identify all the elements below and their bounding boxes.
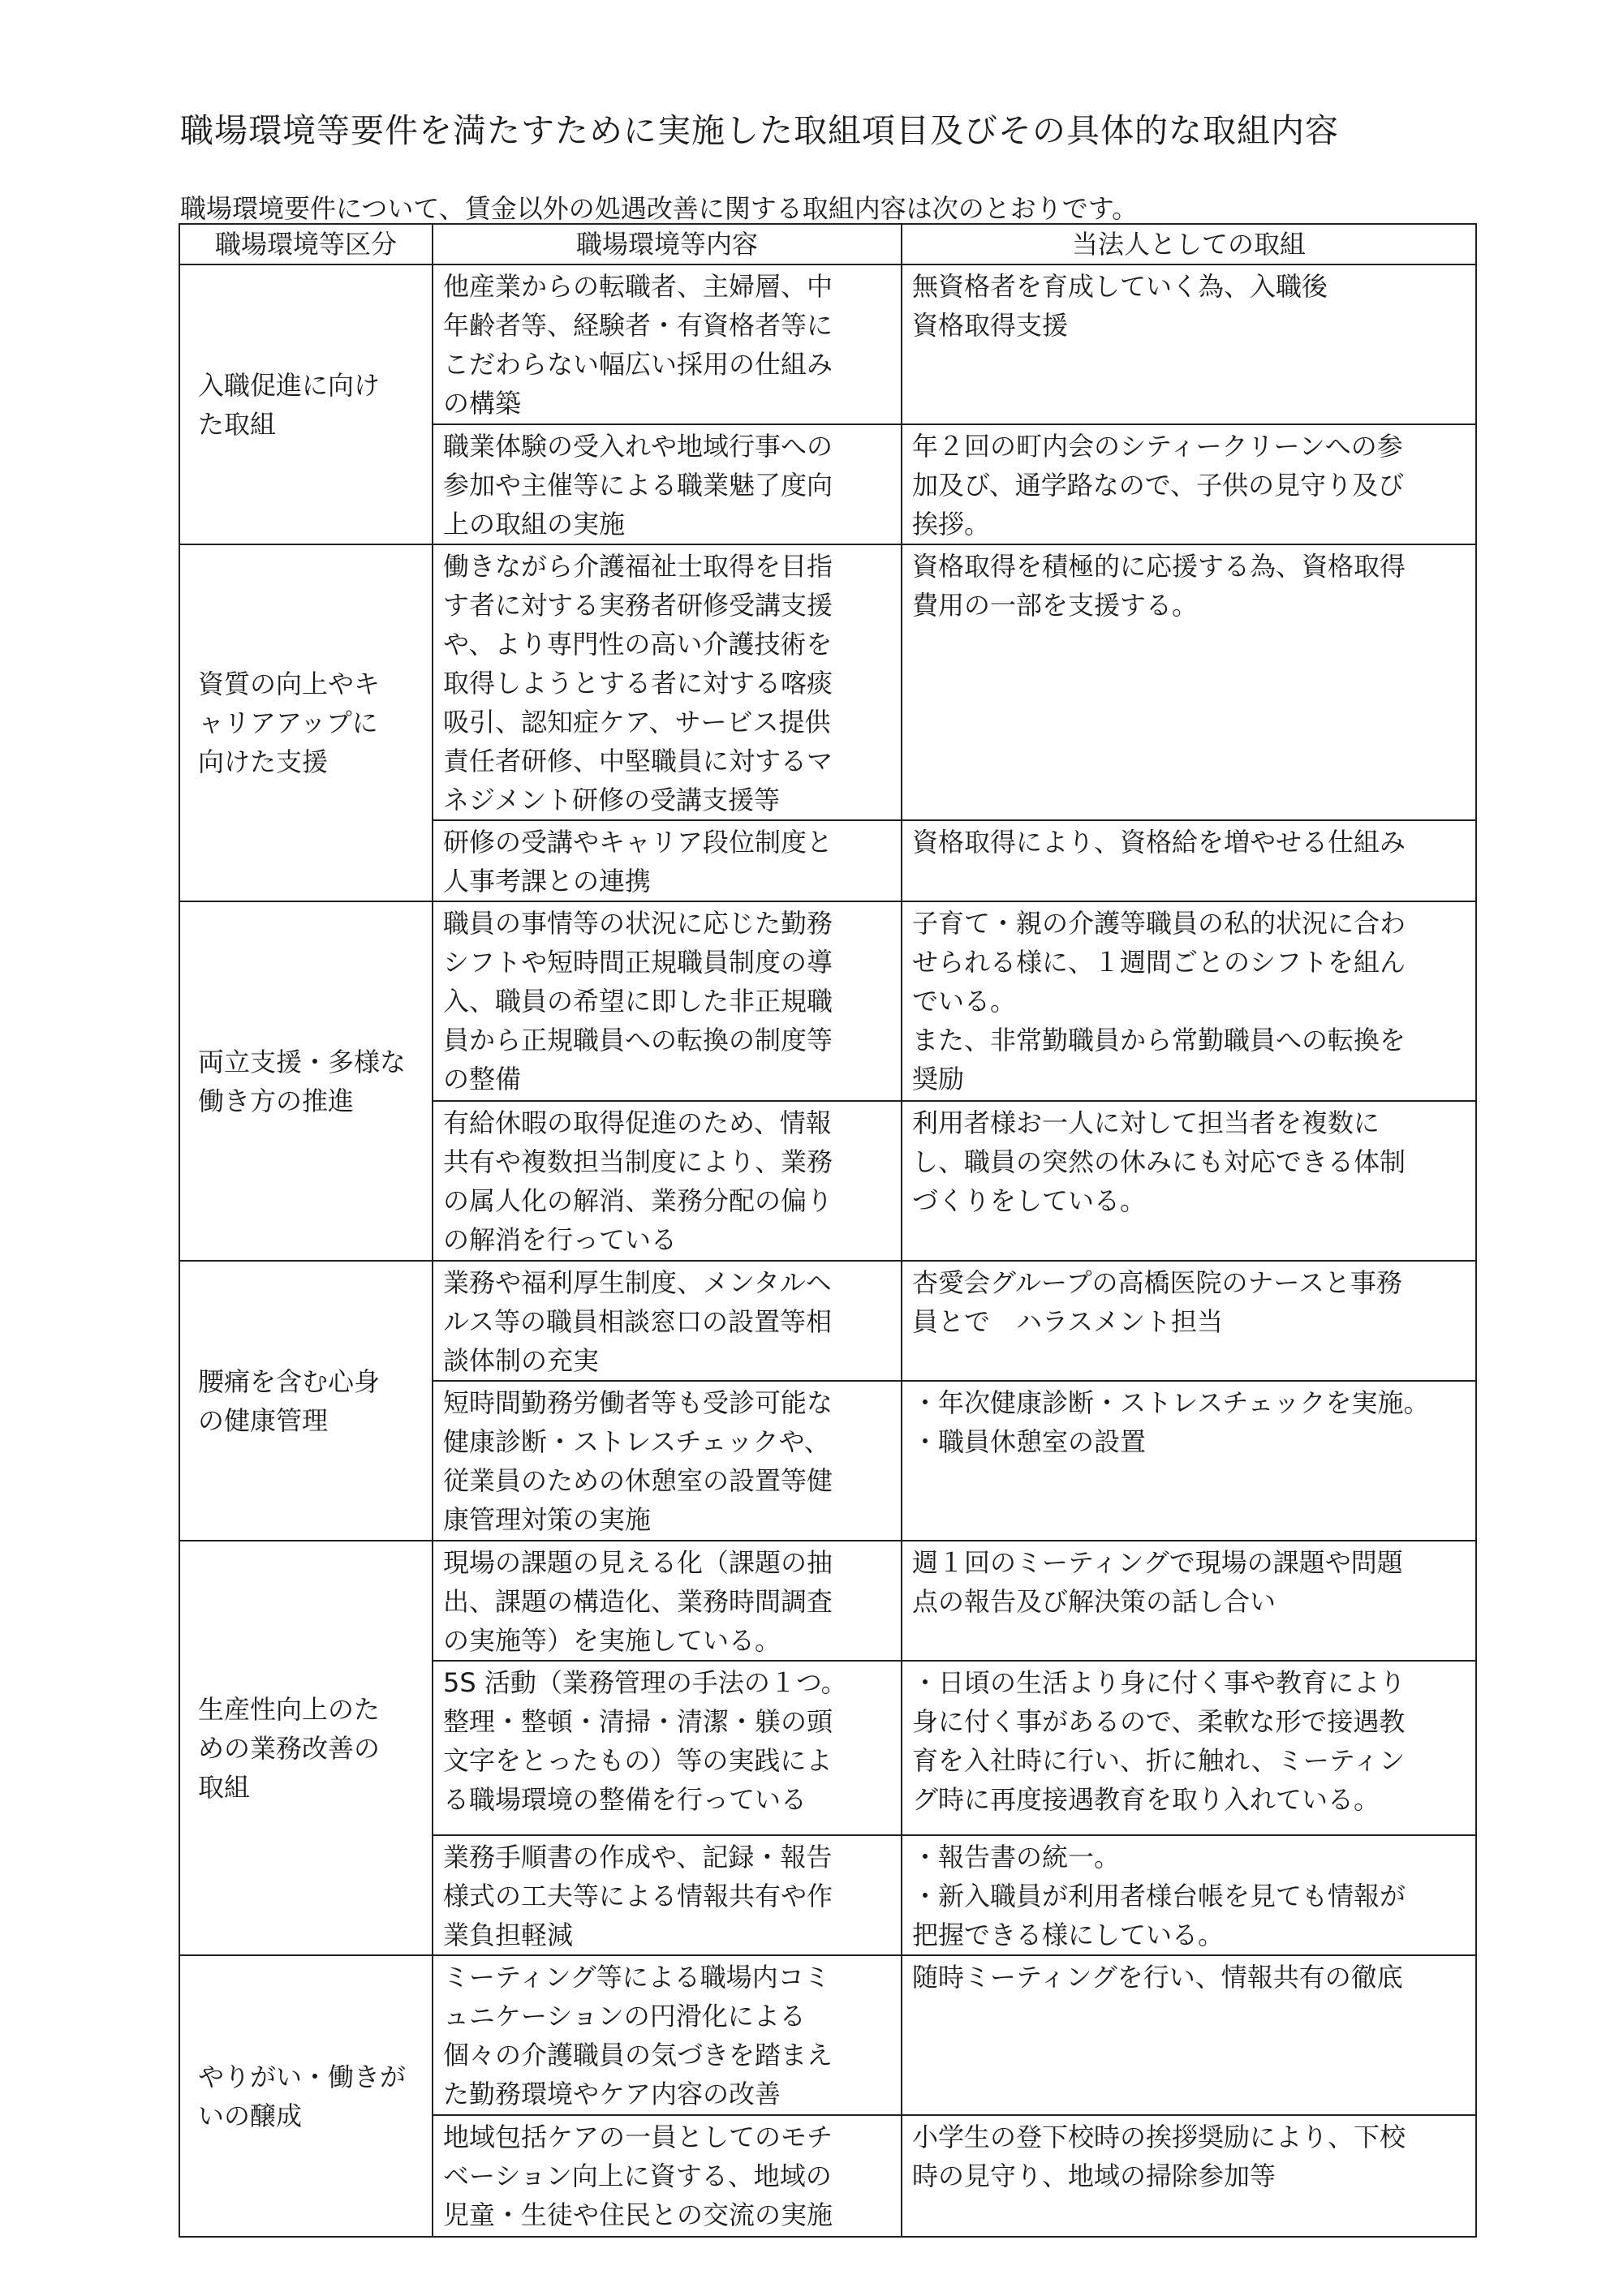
category-label: 両立支援・多様な 働き方の推進 [198, 1046, 407, 1116]
action-cell: ・日頃の生活より身に付く事や教育により 身に付く事があるので、柔軟な形で接遇教 育を入社時に行い、折に触れ、ミーティン グ時に再度接遇教育を取り入れている。 [902, 1661, 1476, 1835]
category-cell [179, 1541, 433, 1955]
action-cell: 小学生の登下校時の挨拶奨励により、下校 時の見守り、地域の掃除参加等 [902, 2115, 1476, 2237]
intro-text: 職場環境要件について、賃金以外の処遇改善に関する取組内容は次のとおりです。 [180, 193, 1139, 224]
action-cell: 資格取得により、資格給を増やせる仕組み [902, 820, 1476, 901]
requirements-table [179, 223, 1477, 2238]
content-cell: 働きながら介護福祉士取得を目指 す者に対する実務者研修受講支援 や、より専門性の高い介護技術を 取得しようとする者に対する喀痰 吸引、認知症ケア、サービス提供 責任者研修、中堅職員に対するマ ネジメント研修の受講支援等 [433, 544, 902, 820]
action-cell: 随時ミーティングを行い、情報共有の徹底 [902, 1955, 1476, 2115]
content-cell: 職業体験の受入れや地域行事への 参加や主催等による職業魅了度向 上の取組の実施 [433, 424, 902, 544]
table-row [179, 1955, 1476, 2115]
table-row [179, 544, 1476, 820]
category-cell [179, 901, 433, 1261]
action-cell: 子育て・親の介護等職員の私的状況に合わ せられる様に、１週間ごとのシフトを組ん でいる。 また、非常勤職員から常勤職員への転換を 奨励 [902, 901, 1476, 1101]
header-category: 職場環境等区分 [179, 224, 433, 264]
action-cell: 利用者様お一人に対して担当者を複数に し、職員の突然の休みにも対応できる体制 づくりをしている。 [902, 1101, 1476, 1261]
category-label: 生産性向上のた めの業務改善の 取組 [198, 1693, 381, 1803]
table-row [179, 264, 1476, 424]
action-cell: 資格取得を積極的に応援する為、資格取得 費用の一部を支援する。 [902, 544, 1476, 820]
content-cell: 5S 活動（業務管理の手法の１つ。 整理・整頓・清掃・清潔・躾の頭 文字をとったもの）等の実践によ る職場環境の整備を行っている [433, 1661, 902, 1835]
page-title: 職場環境等要件を満たすために実施した取組項目及びその具体的な取組内容 [180, 111, 1339, 150]
content-cell: 職員の事情等の状況に応じた勤務 シフトや短時間正規職員制度の導 入、職員の希望に即した非正規職 員から正規職員への転換の制度等 の整備 [433, 901, 902, 1101]
content-cell: 業務や福利厚生制度、メンタルヘ ルス等の職員相談窓口の設置等相 談体制の充実 [433, 1261, 902, 1381]
header-action: 当法人としての取組 [902, 224, 1476, 264]
table-row [179, 1261, 1476, 1381]
category-cell [179, 1261, 433, 1541]
content-cell: 有給休暇の取得促進のため、情報 共有や複数担当制度により、業務 の属人化の解消、業務分配の偏り の解消を行っている [433, 1101, 902, 1261]
content-cell: 地域包括ケアの一員としてのモチ ベーション向上に資する、地域の 児童・生徒や住民との交流の実施 [433, 2115, 902, 2237]
content-cell: 他産業からの転職者、主婦層、中 年齢者等、経験者・有資格者等に こだわらない幅広い採用の仕組み の構築 [433, 264, 902, 424]
action-cell: 杏愛会グループの高橋医院のナースと事務 員とで ハラスメント担当 [902, 1261, 1476, 1381]
category-cell [179, 544, 433, 901]
content-cell: ミーティング等による職場内コミ ュニケーションの円滑化による 個々の介護職員の気づきを踏まえ た勤務環境やケア内容の改善 [433, 1955, 902, 2115]
category-label: 入職促進に向け た取組 [198, 369, 381, 440]
action-cell: 年２回の町内会のシティークリーンへの参 加及び、通学路なので、子供の見守り及び 挨拶。 [902, 424, 1476, 544]
category-cell [179, 264, 433, 544]
action-cell: ・報告書の統一。 ・新入職員が利用者様台帳を見ても情報が 把握できる様にしている。 [902, 1835, 1476, 1955]
category-label: 腰痛を含む心身 の健康管理 [198, 1365, 381, 1436]
table-row [179, 901, 1476, 1101]
action-cell: ・年次健康診断・ストレスチェックを実施。 ・職員休憩室の設置 [902, 1381, 1476, 1541]
content-cell: 現場の課題の見える化（課題の抽 出、課題の構造化、業務時間調査 の実施等）を実施している。 [433, 1541, 902, 1661]
category-label: やりがい・働きが いの醸成 [198, 2061, 407, 2131]
table-row [179, 1541, 1476, 1661]
category-label: 資質の向上やキ ャリアアップに 向けた支援 [198, 669, 381, 777]
category-cell [179, 1955, 433, 2237]
content-cell: 研修の受講やキャリア段位制度と 人事考課との連携 [433, 820, 902, 901]
action-cell: 週１回のミーティングで現場の課題や問題 点の報告及び解決策の話し合い [902, 1541, 1476, 1661]
table-header-row [179, 224, 1476, 264]
content-cell: 短時間勤務労働者等も受診可能な 健康診断・ストレスチェックや、 従業員のための休憩室の設置等健 康管理対策の実施 [433, 1381, 902, 1541]
header-content: 職場環境等内容 [433, 224, 902, 264]
content-cell: 業務手順書の作成や、記録・報告 様式の工夫等による情報共有や作 業負担軽減 [433, 1835, 902, 1955]
action-cell: 無資格者を育成していく為、入職後 資格取得支援 [902, 264, 1476, 424]
